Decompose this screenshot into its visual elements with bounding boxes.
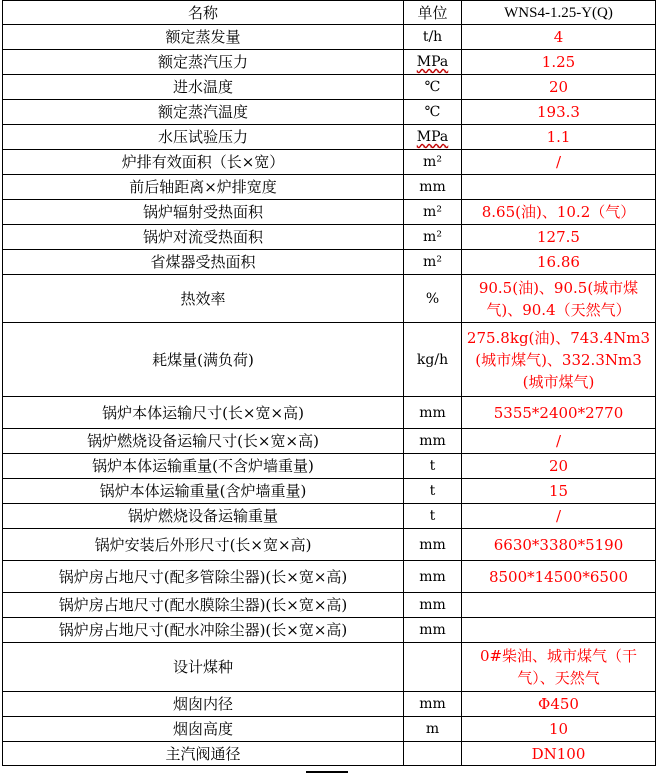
table-row (3, 561, 656, 593)
row-name: 烟囱高度 (3, 717, 404, 742)
table-row (3, 225, 656, 250)
row-value (462, 593, 656, 618)
table-row (3, 50, 656, 75)
row-name: 锅炉房占地尺寸(配水膜除尘器)(长×宽×高) (3, 593, 404, 618)
row-unit: t (404, 479, 462, 504)
table-row (3, 275, 656, 323)
row-unit: mm (404, 429, 462, 454)
row-value: 4 (462, 25, 656, 50)
row-unit: mm (404, 593, 462, 618)
row-unit: mm (404, 529, 462, 561)
row-value: / (462, 504, 656, 529)
row-value: 20 (462, 75, 656, 100)
row-value: 90.5(油)、90.5(城市煤气)、90.4（天然气） (462, 275, 656, 323)
row-unit: m (404, 717, 462, 742)
row-name: 锅炉燃烧设备运输尺寸(长×宽×高) (3, 429, 404, 454)
row-value: 20 (462, 454, 656, 479)
row-value: 8.65(油)、10.2（气） (462, 200, 656, 225)
row-value: 1.1 (462, 125, 656, 150)
row-value: 127.5 (462, 225, 656, 250)
row-unit (404, 643, 462, 692)
table-row (3, 593, 656, 618)
row-unit: MPa (404, 125, 462, 150)
row-name: 锅炉房占地尺寸(配多管除尘器)(长×宽×高) (3, 561, 404, 593)
table-row (3, 479, 656, 504)
row-name: 炉排有效面积（长×宽） (3, 150, 404, 175)
table-row (3, 323, 656, 397)
row-name: 锅炉本体运输重量(不含炉墙重量) (3, 454, 404, 479)
table-row (3, 200, 656, 225)
header-row (3, 1, 656, 25)
row-unit: mm (404, 175, 462, 200)
row-unit: t (404, 504, 462, 529)
row-name: 设计煤种 (3, 643, 404, 692)
row-value: DN100 (462, 742, 656, 766)
row-value: 8500*14500*6500 (462, 561, 656, 593)
table-row (3, 717, 656, 742)
row-value: 193.3 (462, 100, 656, 125)
table-row (3, 175, 656, 200)
row-name: 烟囱内径 (3, 692, 404, 717)
row-name: 水压试验压力 (3, 125, 404, 150)
table-row (3, 125, 656, 150)
bottom-divider-mark (306, 771, 348, 773)
header-name: 名称 (3, 1, 404, 25)
row-name: 锅炉燃烧设备运输重量 (3, 504, 404, 529)
table-row (3, 75, 656, 100)
row-name: 锅炉安装后外形尺寸(长×宽×高) (3, 529, 404, 561)
table-row (3, 692, 656, 717)
row-name: 耗煤量(满负荷) (3, 323, 404, 397)
row-value: 1.25 (462, 50, 656, 75)
row-value: 275.8kg(油)、743.4Nm3(城市煤气)、332.3Nm3(城市煤气) (462, 323, 656, 397)
table-row (3, 250, 656, 275)
table-row (3, 150, 656, 175)
table-row (3, 618, 656, 643)
row-name: 省煤器受热面积 (3, 250, 404, 275)
table-row (3, 397, 656, 429)
row-value (462, 175, 656, 200)
row-unit: t (404, 454, 462, 479)
row-name: 锅炉房占地尺寸(配水冲除尘器)(长×宽×高) (3, 618, 404, 643)
row-unit: t/h (404, 25, 462, 50)
table-row (3, 504, 656, 529)
table-row (3, 529, 656, 561)
row-unit: % (404, 275, 462, 323)
row-unit: m² (404, 225, 462, 250)
row-unit: ℃ (404, 75, 462, 100)
row-unit (404, 742, 462, 766)
table-row (3, 25, 656, 50)
row-unit: m² (404, 200, 462, 225)
row-value: 6630*3380*5190 (462, 529, 656, 561)
row-name: 锅炉对流受热面积 (3, 225, 404, 250)
row-value: / (462, 150, 656, 175)
row-unit: ℃ (404, 100, 462, 125)
row-name: 热效率 (3, 275, 404, 323)
table-row (3, 454, 656, 479)
row-name: 锅炉本体运输重量(含炉墙重量) (3, 479, 404, 504)
boiler-spec-table (2, 0, 656, 766)
table-row (3, 742, 656, 766)
row-value: 16.86 (462, 250, 656, 275)
row-unit: mm (404, 397, 462, 429)
row-name: 主汽阀通径 (3, 742, 404, 766)
table-row (3, 100, 656, 125)
row-value: 10 (462, 717, 656, 742)
header-unit: 单位 (404, 1, 462, 25)
row-name: 前后轴距离×炉排宽度 (3, 175, 404, 200)
row-unit: mm (404, 561, 462, 593)
row-value: 5355*2400*2770 (462, 397, 656, 429)
row-unit: mm (404, 618, 462, 643)
row-name: 进水温度 (3, 75, 404, 100)
table-row (3, 643, 656, 692)
row-name: 额定蒸汽压力 (3, 50, 404, 75)
row-value: 15 (462, 479, 656, 504)
row-name: 额定蒸发量 (3, 25, 404, 50)
row-value: Φ450 (462, 692, 656, 717)
row-value: / (462, 429, 656, 454)
header-model: WNS4-1.25-Y(Q) (462, 1, 656, 25)
row-unit: kg/h (404, 323, 462, 397)
row-value (462, 618, 656, 643)
row-unit: mm (404, 692, 462, 717)
row-name: 锅炉辐射受热面积 (3, 200, 404, 225)
row-unit: m² (404, 150, 462, 175)
row-unit: MPa (404, 50, 462, 75)
row-value: 0#柴油、城市煤气（干气）、天然气 (462, 643, 656, 692)
table-row (3, 429, 656, 454)
row-name: 锅炉本体运输尺寸(长×宽×高) (3, 397, 404, 429)
row-unit: m² (404, 250, 462, 275)
row-name: 额定蒸汽温度 (3, 100, 404, 125)
